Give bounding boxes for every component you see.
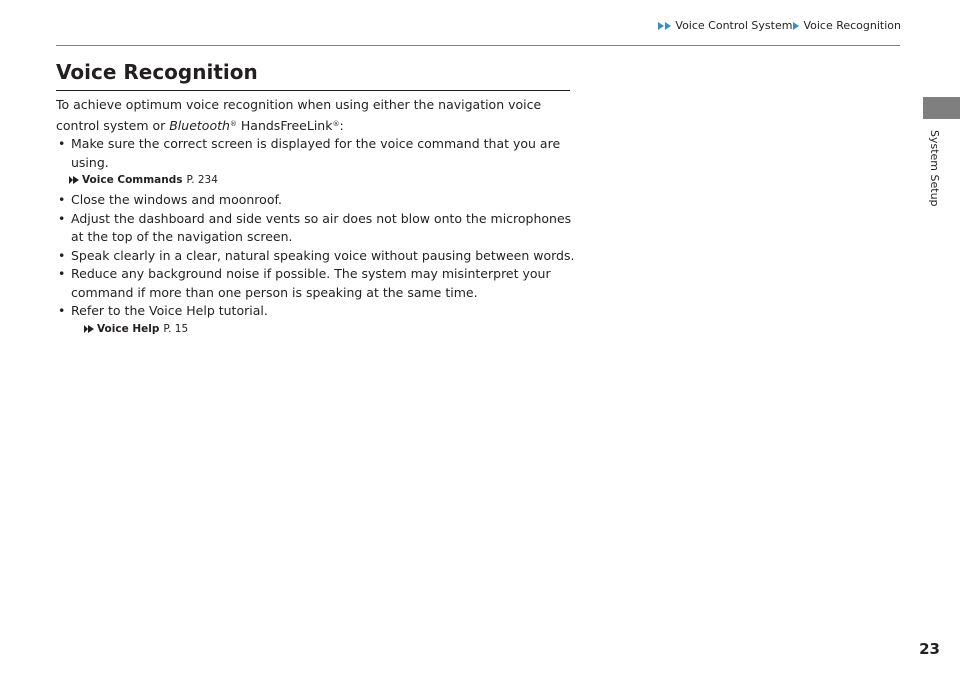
breadcrumb-item-voice-recognition[interactable]: Voice Recognition xyxy=(803,19,901,32)
section-side-label: System Setup xyxy=(928,130,941,207)
list-item: • Close the windows and moonroof. xyxy=(56,191,576,210)
tips-list xyxy=(56,191,576,321)
breadcrumb-item-voice-control-system[interactable]: Voice Control System xyxy=(675,19,793,32)
list-item: • Make sure the correct screen is displayed for the voice command that you are using. xyxy=(56,135,576,172)
page-title: Voice Recognition xyxy=(56,60,258,84)
list-item: • Adjust the dashboard and side vents so air does not blow onto the microphones at the top of the navigation screen. xyxy=(56,210,576,247)
list-item: • Refer to the Voice Help tutorial. xyxy=(56,302,576,321)
xref-label[interactable]: Voice Help xyxy=(97,322,160,335)
xref-page: P. 15 xyxy=(163,322,189,335)
tips-list xyxy=(56,135,576,172)
chevron-right-icon xyxy=(665,22,671,30)
section-tab[interactable] xyxy=(923,97,960,119)
intro-paragraph: To achieve optimum voice recognition when using either the navigation voice control system or Bluetooth® HandsFreeLink®: xyxy=(56,97,542,133)
xref-page: P. 234 xyxy=(186,174,218,186)
chevron-right-icon xyxy=(658,22,664,30)
breadcrumb xyxy=(658,19,901,32)
xref-voice-commands[interactable] xyxy=(56,173,576,187)
title-underline xyxy=(56,90,570,91)
header-divider xyxy=(56,45,900,46)
main-content xyxy=(56,96,576,340)
list-item: • Speak clearly in a clear, natural speaking voice without pausing between words. xyxy=(56,247,576,266)
chevron-right-icon xyxy=(793,22,799,30)
breadcrumb-segment[interactable] xyxy=(658,19,792,32)
xref-voice-help[interactable] xyxy=(56,322,576,336)
xref-label[interactable]: Voice Commands xyxy=(82,174,183,186)
list-item: • Reduce any background noise if possible. The system may misinterpret your command if more than one person is speaking at the same time. xyxy=(56,265,576,302)
cross-reference-icon xyxy=(73,176,79,184)
breadcrumb-segment[interactable] xyxy=(793,19,901,32)
cross-reference-icon xyxy=(88,325,94,333)
bluetooth-term: Bluetooth xyxy=(169,117,230,133)
page-number: 23 xyxy=(919,640,940,658)
